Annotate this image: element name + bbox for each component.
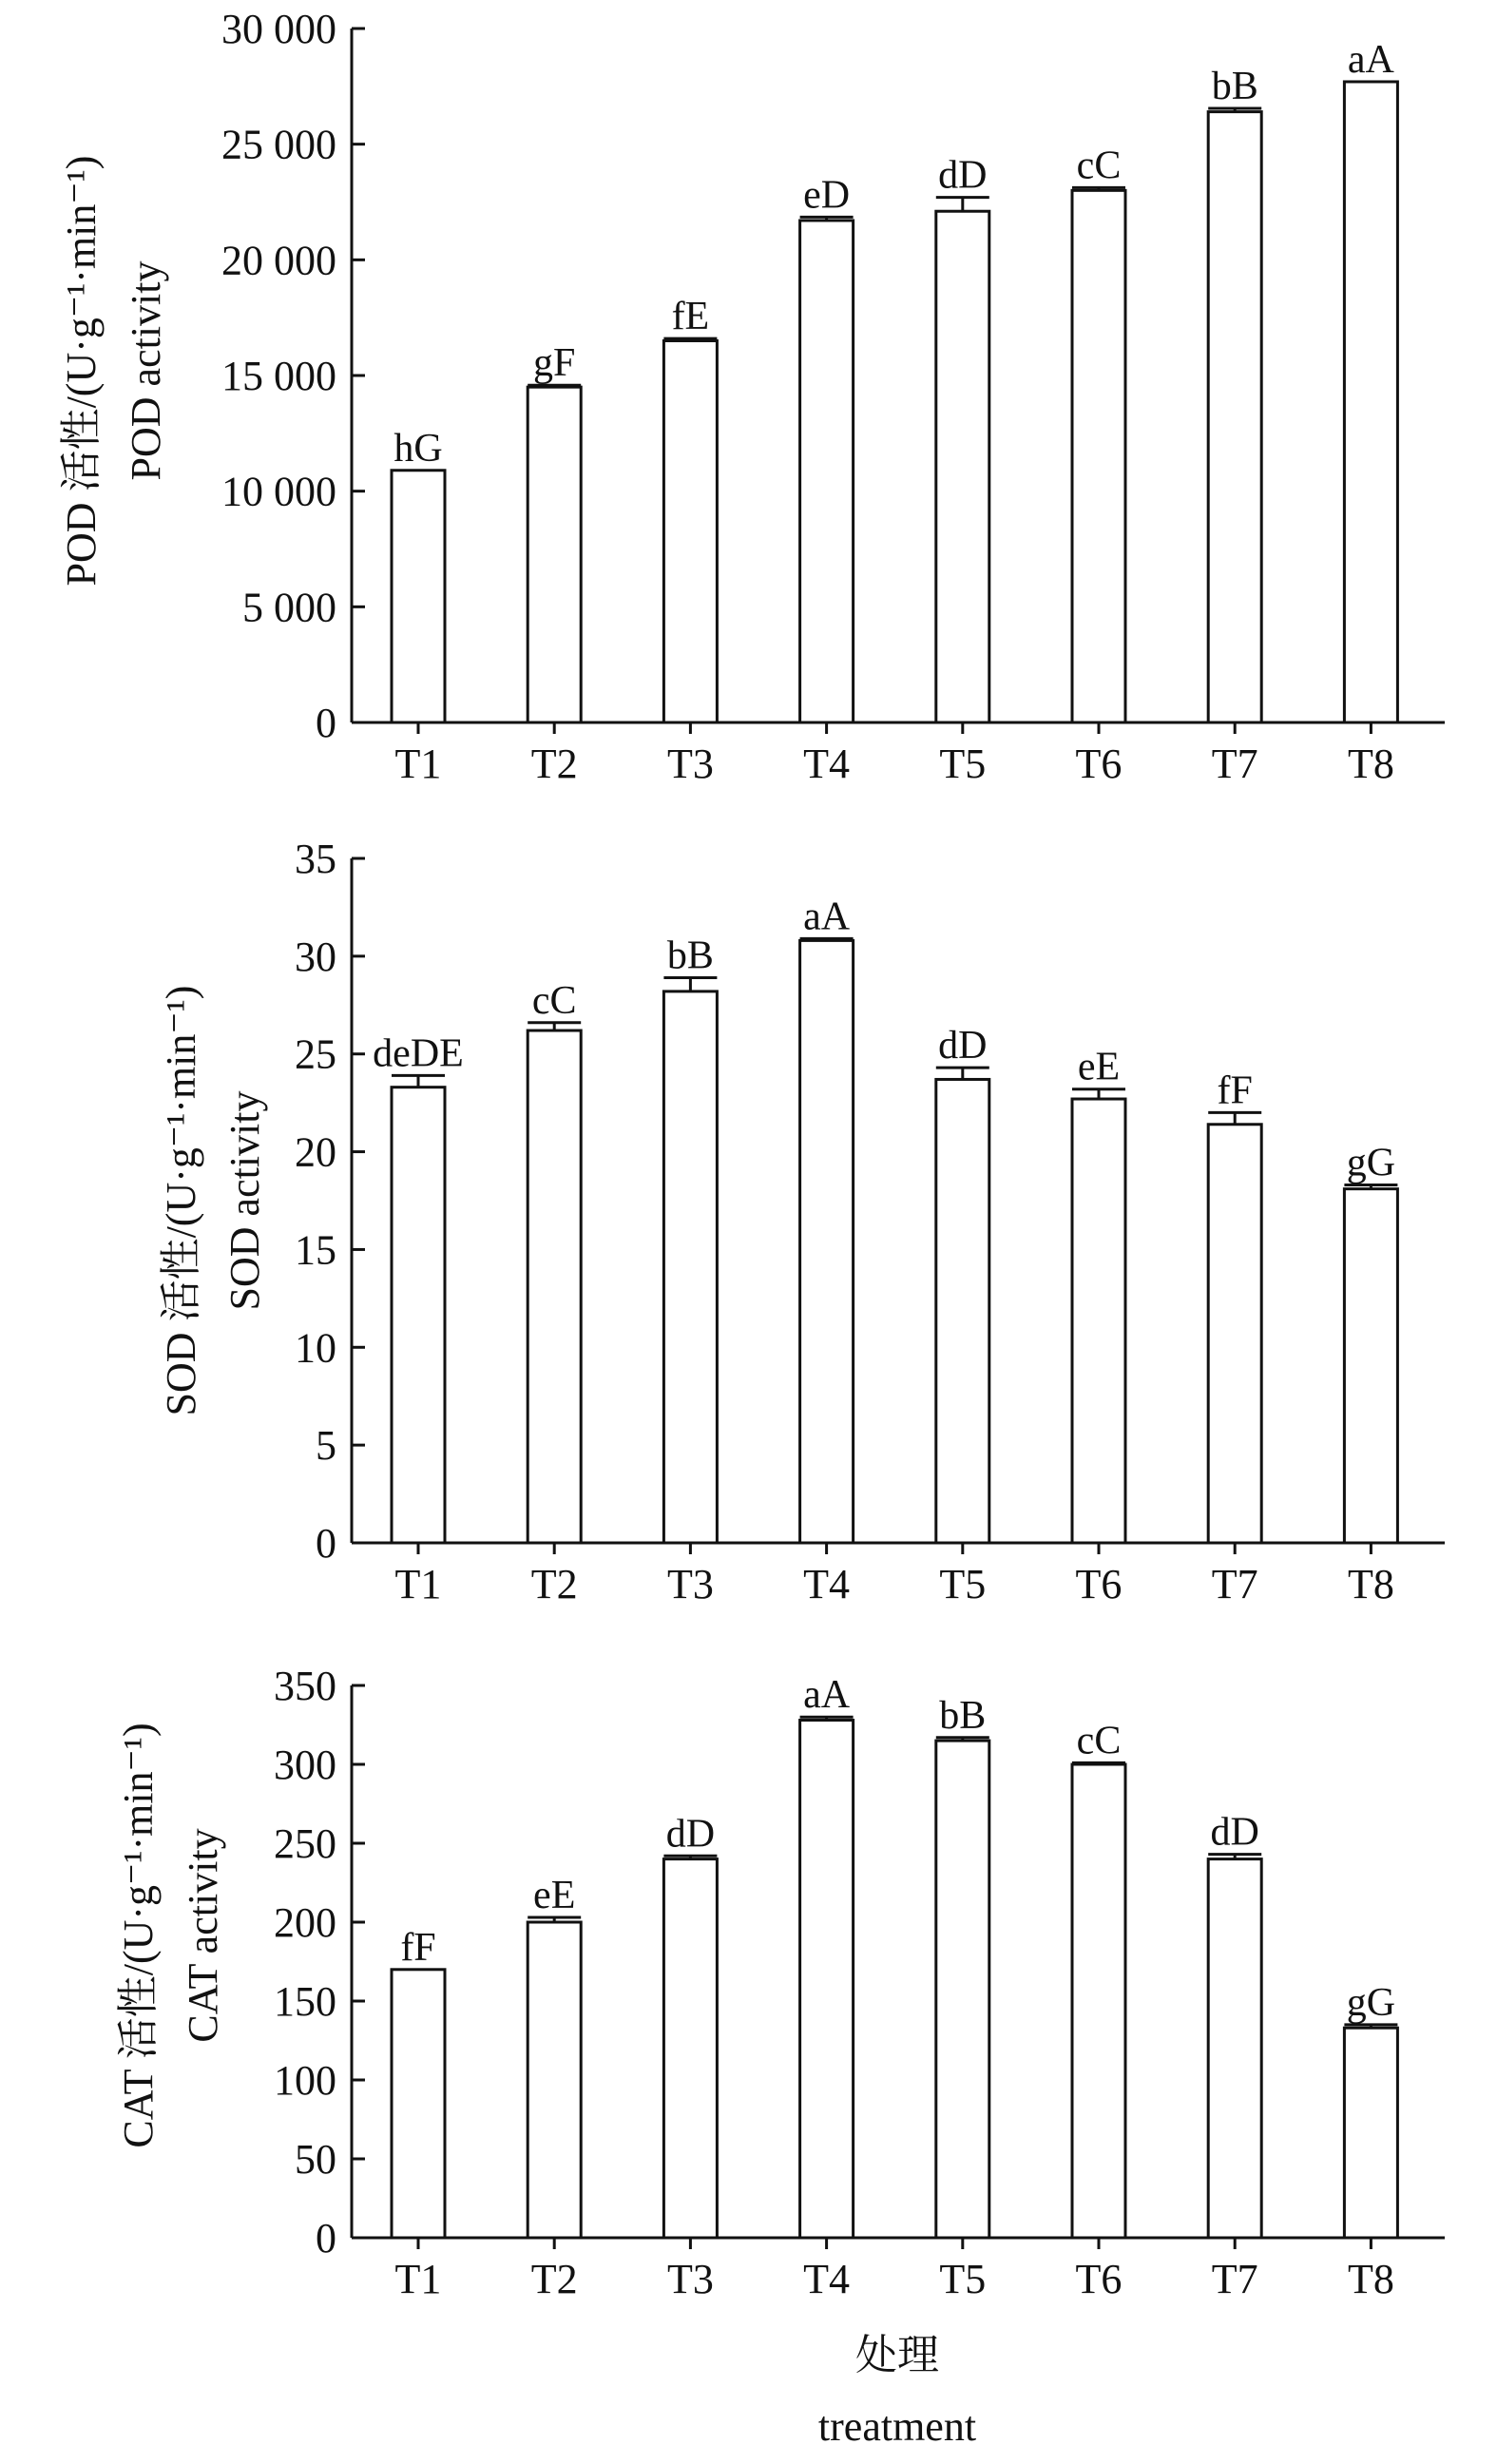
pod-bar <box>1072 190 1125 722</box>
sod-significance-label: cC <box>531 978 577 1023</box>
cat-category-label: T6 <box>1075 2256 1123 2302</box>
pod-significance-label: hG <box>393 426 443 471</box>
pod-ytick-label: 30 000 <box>221 6 336 52</box>
cat-significance-label: fF <box>400 1925 436 1970</box>
pod-bar <box>392 471 445 722</box>
cat-category-label: T1 <box>394 2256 442 2302</box>
sod-category-label: T7 <box>1211 1561 1258 1607</box>
sod-ytick-label: 30 <box>295 933 336 980</box>
pod-ytick-label: 25 000 <box>221 121 336 168</box>
sod-bar <box>392 1088 445 1543</box>
sod-bar <box>1208 1125 1261 1543</box>
cat-bar <box>528 1922 581 2238</box>
sod-significance-label: dD <box>938 1024 988 1068</box>
pod-significance-label: dD <box>938 153 988 198</box>
pod-ytick-label: 5 000 <box>242 584 336 631</box>
cat-ytick-label: 200 <box>274 1899 336 1946</box>
sod-ytick-label: 25 <box>295 1030 336 1078</box>
cat-bar <box>1072 1764 1125 2238</box>
sod-category-label: T6 <box>1075 1561 1123 1607</box>
pod-ytick-label: 10 000 <box>221 468 336 515</box>
cat-ytick-label: 300 <box>274 1742 336 1788</box>
pod-bar <box>800 221 854 722</box>
pod-significance-label: gF <box>533 341 576 386</box>
pod-category-label: T1 <box>394 741 442 787</box>
cat-xlabel-en: treatment <box>817 2403 977 2450</box>
cat-chart-panel <box>115 1663 1445 2450</box>
pod-significance-label: bB <box>1211 64 1258 108</box>
pod-category-label: T8 <box>1347 741 1394 787</box>
sod-significance-label: aA <box>803 895 851 939</box>
sod-significance-label: gG <box>1346 1141 1396 1185</box>
pod-ylabel-cn: POD 活性/(U·g⁻¹·min⁻¹) <box>58 155 105 587</box>
cat-bar <box>1208 1859 1261 2238</box>
sod-bar <box>1072 1099 1125 1543</box>
pod-category-label: T4 <box>803 741 851 787</box>
cat-ylabel-cn: CAT 活性/(U·g⁻¹·min⁻¹) <box>115 1723 162 2148</box>
cat-ytick-label: 250 <box>274 1820 336 1867</box>
pod-ytick-label: 0 <box>316 700 336 746</box>
cat-category-label: T7 <box>1211 2256 1258 2302</box>
cat-category-label: T4 <box>803 2256 851 2302</box>
cat-significance-label: cC <box>1076 1719 1122 1763</box>
sod-ytick-label: 0 <box>316 1520 336 1567</box>
pod-bar <box>528 387 581 722</box>
cat-significance-label: bB <box>939 1693 987 1738</box>
cat-ylabel-en: CAT activity <box>180 1828 226 2043</box>
sod-ytick-label: 10 <box>295 1324 336 1372</box>
pod-ytick-label: 20 000 <box>221 237 336 284</box>
sod-significance-label: eE <box>1077 1045 1121 1089</box>
sod-category-label: T3 <box>666 1561 714 1607</box>
pod-significance-label: eD <box>803 173 851 218</box>
pod-category-label: T5 <box>939 741 987 787</box>
sod-significance-label: deDE <box>373 1031 464 1076</box>
sod-bar <box>936 1079 989 1543</box>
cat-ytick-label: 50 <box>295 2136 336 2183</box>
pod-significance-label: aA <box>1347 37 1394 82</box>
pod-category-label: T3 <box>666 741 714 787</box>
pod-bar <box>1208 112 1261 722</box>
pod-category-label: T2 <box>530 741 578 787</box>
sod-ytick-label: 20 <box>295 1128 336 1176</box>
sod-chart-panel <box>158 836 1445 1607</box>
sod-ylabel-en: SOD activity <box>221 1090 268 1311</box>
cat-significance-label: dD <box>665 1812 716 1857</box>
sod-significance-label: bB <box>666 934 714 978</box>
sod-category-label: T1 <box>394 1561 442 1607</box>
cat-category-label: T3 <box>666 2256 714 2302</box>
cat-significance-label: eE <box>533 1874 576 1918</box>
cat-bar <box>392 1970 445 2238</box>
sod-ytick-label: 15 <box>295 1226 336 1274</box>
pod-category-label: T7 <box>1211 741 1258 787</box>
cat-ytick-label: 350 <box>274 1663 336 1709</box>
cat-significance-label: dD <box>1210 1810 1259 1855</box>
sod-ytick-label: 35 <box>295 836 336 882</box>
cat-significance-label: gG <box>1346 1980 1396 2025</box>
cat-category-label: T8 <box>1347 2256 1394 2302</box>
sod-ylabel-cn: SOD 活性/(U·g⁻¹·min⁻¹) <box>158 985 204 1416</box>
pod-bar <box>1344 82 1397 722</box>
cat-bar <box>936 1741 989 2238</box>
pod-chart-panel <box>58 6 1445 787</box>
cat-bar <box>663 1859 717 2238</box>
sod-bar <box>800 940 854 1543</box>
cat-significance-label: aA <box>803 1673 851 1718</box>
sod-significance-label: fF <box>1217 1068 1253 1113</box>
pod-bar <box>663 341 717 723</box>
pod-significance-label: cC <box>1076 144 1122 188</box>
cat-bar <box>800 1721 854 2238</box>
sod-bar <box>663 991 717 1543</box>
sod-category-label: T8 <box>1347 1561 1394 1607</box>
cat-category-label: T5 <box>939 2256 987 2302</box>
pod-ylabel-en: POD activity <box>123 260 169 481</box>
sod-bar <box>528 1030 581 1543</box>
sod-category-label: T4 <box>803 1561 851 1607</box>
cat-xlabel-cn: 处理 <box>855 2332 939 2378</box>
sod-category-label: T5 <box>939 1561 987 1607</box>
pod-bar <box>936 211 989 722</box>
pod-significance-label: fE <box>671 295 710 339</box>
sod-bar <box>1344 1189 1397 1543</box>
pod-ytick-label: 15 000 <box>221 353 336 399</box>
pod-category-label: T6 <box>1075 741 1123 787</box>
cat-ytick-label: 0 <box>316 2215 336 2262</box>
cat-category-label: T2 <box>530 2256 578 2302</box>
sod-category-label: T2 <box>530 1561 578 1607</box>
cat-bar <box>1344 2028 1397 2238</box>
cat-ytick-label: 150 <box>274 1978 336 2025</box>
sod-ytick-label: 5 <box>316 1422 336 1470</box>
cat-ytick-label: 100 <box>274 2057 336 2104</box>
